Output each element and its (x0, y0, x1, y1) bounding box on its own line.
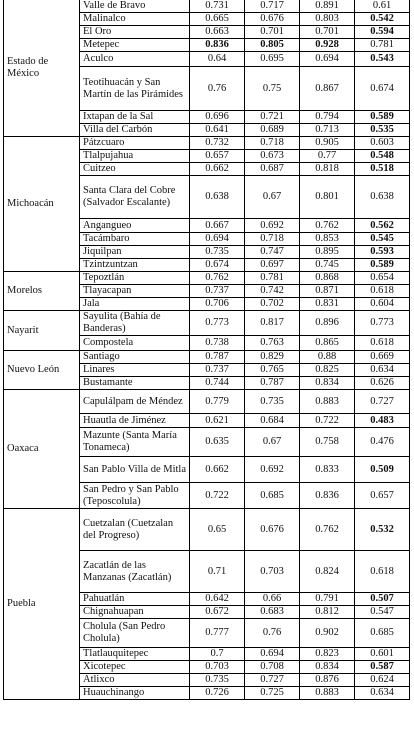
index-value-2: 0.725 (245, 687, 300, 700)
index-value-4: 0.61 (355, 0, 410, 13)
index-value-1: 0.732 (190, 137, 245, 150)
index-value-2: 0.67 (245, 428, 300, 457)
municipality-name: El Oro (80, 26, 190, 39)
index-value-2: 0.75 (245, 67, 300, 111)
index-value-2: 0.717 (245, 0, 300, 13)
index-value-3: 0.77 (300, 150, 355, 163)
index-value-1: 0.737 (190, 364, 245, 377)
index-value-3: 0.694 (300, 52, 355, 67)
municipality-name: Metepec (80, 39, 190, 52)
index-value-1: 0.71 (190, 551, 245, 593)
index-value-1: 0.64 (190, 52, 245, 67)
municipality-name: Tzintzuntzan (80, 259, 190, 272)
index-value-4: 0.594 (355, 26, 410, 39)
index-value-3: 0.868 (300, 272, 355, 285)
municipality-name: Tlayacapan (80, 285, 190, 298)
index-value-4: 0.483 (355, 414, 410, 428)
municipality-name: Sayulita (Bahía de Banderas) (80, 311, 190, 336)
index-value-1: 0.638 (190, 176, 245, 219)
index-value-3: 0.836 (300, 483, 355, 509)
index-value-2: 0.687 (245, 163, 300, 176)
table-row (4, 311, 410, 336)
index-value-3: 0.883 (300, 687, 355, 700)
index-value-3: 0.762 (300, 219, 355, 233)
index-value-3: 0.865 (300, 336, 355, 351)
index-value-4: 0.535 (355, 124, 410, 137)
index-value-3: 0.853 (300, 233, 355, 246)
index-value-4: 0.603 (355, 137, 410, 150)
state-name: Oaxaca (4, 390, 80, 509)
index-value-3: 0.833 (300, 457, 355, 483)
index-value-4: 0.618 (355, 285, 410, 298)
index-value-2: 0.76 (245, 619, 300, 648)
index-value-3: 0.745 (300, 259, 355, 272)
index-value-3: 0.812 (300, 606, 355, 619)
table-row (4, 0, 410, 13)
index-value-4: 0.545 (355, 233, 410, 246)
index-value-1: 0.641 (190, 124, 245, 137)
index-value-2: 0.742 (245, 285, 300, 298)
municipality-name: San Pedro y San Pablo (Teposcolula) (80, 483, 190, 509)
index-value-2: 0.781 (245, 272, 300, 285)
index-value-3: 0.722 (300, 414, 355, 428)
index-value-1: 0.696 (190, 111, 245, 124)
index-value-1: 0.722 (190, 483, 245, 509)
index-value-3: 0.871 (300, 285, 355, 298)
index-value-2: 0.695 (245, 52, 300, 67)
state-name: Estado de México (4, 0, 80, 137)
index-value-3: 0.713 (300, 124, 355, 137)
index-value-2: 0.718 (245, 137, 300, 150)
municipality-name: Linares (80, 364, 190, 377)
index-value-4: 0.657 (355, 483, 410, 509)
table-row (4, 351, 410, 364)
index-value-2: 0.692 (245, 219, 300, 233)
index-value-1: 0.787 (190, 351, 245, 364)
index-value-1: 0.762 (190, 272, 245, 285)
index-value-3: 0.834 (300, 377, 355, 390)
index-value-4: 0.727 (355, 390, 410, 414)
index-value-1: 0.662 (190, 163, 245, 176)
municipality-name: Capulálpam de Méndez (80, 390, 190, 414)
municipality-name: Tlalpujahua (80, 150, 190, 163)
index-value-2: 0.735 (245, 390, 300, 414)
municipality-name: Tlatlauquitepec (80, 648, 190, 661)
state-name: Michoacán (4, 137, 80, 272)
index-value-4: 0.547 (355, 606, 410, 619)
index-value-2: 0.697 (245, 259, 300, 272)
municipality-index-table (3, 0, 410, 700)
index-value-1: 0.672 (190, 606, 245, 619)
index-value-2: 0.817 (245, 311, 300, 336)
index-value-3: 0.758 (300, 428, 355, 457)
index-value-4: 0.674 (355, 67, 410, 111)
municipality-name: Malinalco (80, 13, 190, 26)
municipality-name: Jala (80, 298, 190, 311)
index-value-3: 0.794 (300, 111, 355, 124)
index-value-2: 0.787 (245, 377, 300, 390)
table-row (4, 272, 410, 285)
index-value-3: 0.928 (300, 39, 355, 52)
municipality-name: Tepoztlán (80, 272, 190, 285)
index-value-4: 0.669 (355, 351, 410, 364)
index-value-4: 0.638 (355, 176, 410, 219)
index-value-2: 0.694 (245, 648, 300, 661)
table-row (4, 137, 410, 150)
municipality-name: Tacámbaro (80, 233, 190, 246)
index-value-3: 0.701 (300, 26, 355, 39)
index-value-4: 0.601 (355, 648, 410, 661)
table-row (4, 509, 410, 551)
index-value-2: 0.747 (245, 246, 300, 259)
municipality-name: San Pablo Villa de Mitla (80, 457, 190, 483)
state-name: Puebla (4, 509, 80, 700)
index-value-2: 0.692 (245, 457, 300, 483)
index-value-4: 0.507 (355, 593, 410, 606)
municipality-name: Cholula (San Pedro Cholula) (80, 619, 190, 648)
index-value-2: 0.689 (245, 124, 300, 137)
index-value-1: 0.737 (190, 285, 245, 298)
index-value-4: 0.634 (355, 364, 410, 377)
municipality-name: Cuetzalan (Cuetzalan del Progreso) (80, 509, 190, 551)
municipality-name: Zacatlán de las Manzanas (Zacatlán) (80, 551, 190, 593)
municipality-name: Santiago (80, 351, 190, 364)
index-value-4: 0.654 (355, 272, 410, 285)
state-name: Nuevo León (4, 351, 80, 390)
municipality-name: Pahuatlán (80, 593, 190, 606)
index-value-3: 0.818 (300, 163, 355, 176)
index-value-2: 0.66 (245, 593, 300, 606)
index-value-3: 0.867 (300, 67, 355, 111)
index-value-4: 0.518 (355, 163, 410, 176)
index-value-1: 0.703 (190, 661, 245, 674)
index-value-2: 0.676 (245, 509, 300, 551)
index-value-1: 0.635 (190, 428, 245, 457)
municipality-name: Bustamante (80, 377, 190, 390)
municipality-name: Santa Clara del Cobre (Salvador Escalante) (80, 176, 190, 219)
index-value-1: 0.674 (190, 259, 245, 272)
index-value-3: 0.88 (300, 351, 355, 364)
index-value-1: 0.735 (190, 674, 245, 687)
index-value-4: 0.618 (355, 551, 410, 593)
index-value-2: 0.829 (245, 351, 300, 364)
index-value-1: 0.694 (190, 233, 245, 246)
index-value-1: 0.738 (190, 336, 245, 351)
index-value-4: 0.509 (355, 457, 410, 483)
index-value-3: 0.823 (300, 648, 355, 661)
index-value-1: 0.667 (190, 219, 245, 233)
index-value-4: 0.618 (355, 336, 410, 351)
index-value-4: 0.624 (355, 674, 410, 687)
municipality-name: Pátzcuaro (80, 137, 190, 150)
index-value-2: 0.683 (245, 606, 300, 619)
index-value-2: 0.765 (245, 364, 300, 377)
index-value-3: 0.762 (300, 509, 355, 551)
index-value-2: 0.721 (245, 111, 300, 124)
index-value-4: 0.587 (355, 661, 410, 674)
index-value-4: 0.634 (355, 687, 410, 700)
index-value-1: 0.779 (190, 390, 245, 414)
municipality-name: Chignahuapan (80, 606, 190, 619)
municipality-name: Jiquilpan (80, 246, 190, 259)
index-value-2: 0.805 (245, 39, 300, 52)
index-value-2: 0.703 (245, 551, 300, 593)
index-value-1: 0.706 (190, 298, 245, 311)
index-value-4: 0.589 (355, 259, 410, 272)
index-value-2: 0.676 (245, 13, 300, 26)
index-value-3: 0.876 (300, 674, 355, 687)
table-row (4, 390, 410, 414)
municipality-name: Atlixco (80, 674, 190, 687)
index-value-1: 0.657 (190, 150, 245, 163)
index-value-1: 0.777 (190, 619, 245, 648)
state-name: Morelos (4, 272, 80, 311)
index-value-1: 0.665 (190, 13, 245, 26)
index-value-1: 0.76 (190, 67, 245, 111)
municipality-name: Ixtapan de la Sal (80, 111, 190, 124)
index-value-3: 0.824 (300, 551, 355, 593)
index-value-1: 0.731 (190, 0, 245, 13)
index-value-3: 0.905 (300, 137, 355, 150)
municipality-name: Angangueo (80, 219, 190, 233)
index-value-4: 0.626 (355, 377, 410, 390)
index-value-3: 0.791 (300, 593, 355, 606)
index-value-3: 0.896 (300, 311, 355, 336)
municipality-name: Xicotepec (80, 661, 190, 674)
index-value-4: 0.773 (355, 311, 410, 336)
municipality-name: Cuitzeo (80, 163, 190, 176)
index-value-4: 0.593 (355, 246, 410, 259)
index-value-3: 0.883 (300, 390, 355, 414)
index-value-2: 0.67 (245, 176, 300, 219)
index-value-2: 0.718 (245, 233, 300, 246)
index-value-1: 0.621 (190, 414, 245, 428)
index-value-4: 0.548 (355, 150, 410, 163)
index-value-4: 0.604 (355, 298, 410, 311)
index-value-3: 0.825 (300, 364, 355, 377)
index-value-3: 0.803 (300, 13, 355, 26)
index-value-1: 0.642 (190, 593, 245, 606)
index-value-4: 0.589 (355, 111, 410, 124)
municipality-name: Compostela (80, 336, 190, 351)
index-value-1: 0.773 (190, 311, 245, 336)
index-value-3: 0.902 (300, 619, 355, 648)
index-value-1: 0.7 (190, 648, 245, 661)
municipality-name: Mazunte (Santa María Tonameca) (80, 428, 190, 457)
index-value-2: 0.685 (245, 483, 300, 509)
municipality-name: Villa del Carbón (80, 124, 190, 137)
index-value-2: 0.702 (245, 298, 300, 311)
state-name: Nayarit (4, 311, 80, 351)
index-value-4: 0.543 (355, 52, 410, 67)
index-value-2: 0.708 (245, 661, 300, 674)
index-value-3: 0.834 (300, 661, 355, 674)
index-value-3: 0.801 (300, 176, 355, 219)
index-value-1: 0.726 (190, 687, 245, 700)
municipality-name: Valle de Bravo (80, 0, 190, 13)
index-value-4: 0.542 (355, 13, 410, 26)
index-value-4: 0.532 (355, 509, 410, 551)
index-value-1: 0.65 (190, 509, 245, 551)
index-value-4: 0.476 (355, 428, 410, 457)
index-value-3: 0.831 (300, 298, 355, 311)
index-value-3: 0.891 (300, 0, 355, 13)
index-value-2: 0.684 (245, 414, 300, 428)
municipality-name: Huauchinango (80, 687, 190, 700)
index-value-1: 0.836 (190, 39, 245, 52)
index-value-2: 0.701 (245, 26, 300, 39)
index-value-2: 0.673 (245, 150, 300, 163)
index-value-1: 0.662 (190, 457, 245, 483)
index-value-1: 0.744 (190, 377, 245, 390)
index-value-1: 0.735 (190, 246, 245, 259)
municipality-name: Huautla de Jiménez (80, 414, 190, 428)
index-value-3: 0.895 (300, 246, 355, 259)
municipality-name: Aculco (80, 52, 190, 67)
index-value-1: 0.663 (190, 26, 245, 39)
index-value-2: 0.727 (245, 674, 300, 687)
index-value-4: 0.781 (355, 39, 410, 52)
municipality-name: Teotihuacán y San Martín de las Pirámides (80, 67, 190, 111)
table-body (4, 0, 410, 700)
index-value-4: 0.562 (355, 219, 410, 233)
index-value-4: 0.685 (355, 619, 410, 648)
index-value-2: 0.763 (245, 336, 300, 351)
